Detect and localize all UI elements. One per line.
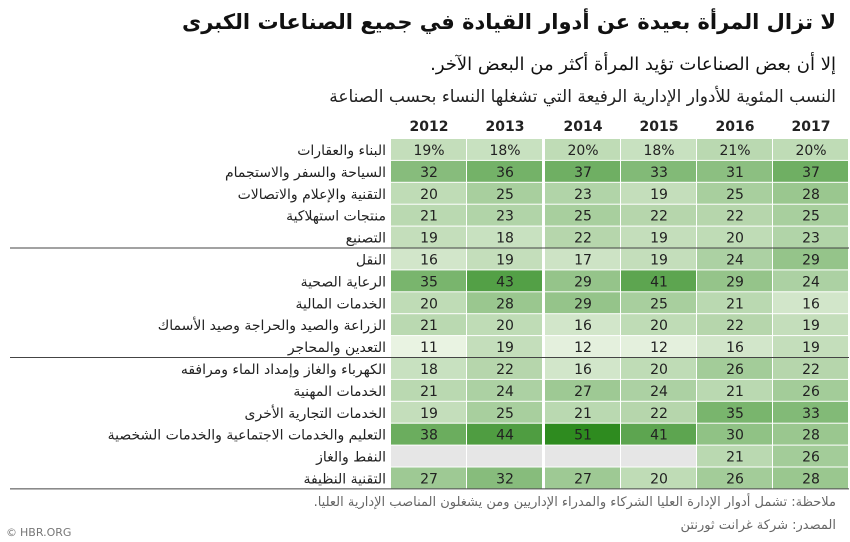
row-label: الكهرباء والغاز وإمداد الماء ومرافقه (180, 361, 386, 378)
cell-value: 28 (802, 471, 820, 488)
brand-label: HBR.ORG (20, 526, 72, 539)
row-label: السياحة والسفر والاستجمام (224, 164, 386, 181)
row-label: الخدمات المالية (295, 296, 386, 313)
row-label: منتجات استهلاكية (286, 208, 386, 225)
cell-value: 19% (413, 142, 445, 159)
cell-value: 38 (420, 427, 438, 444)
year-header: 2013 (485, 119, 525, 135)
row-label: النقل (355, 252, 386, 269)
chart-title-main: لا تزال المرأة بعيدة عن أدوار القيادة في جميع الصناعات الكبرى (181, 10, 836, 34)
cell-value: 12 (650, 340, 668, 357)
year-header: 2012 (409, 119, 449, 135)
row-label: البناء والعقارات (297, 142, 386, 159)
year-header: 2014 (563, 119, 603, 135)
cell-value: 29 (574, 274, 592, 291)
cell-value: 16 (802, 296, 820, 313)
cell-value: 20 (650, 318, 668, 335)
cell-value: 21 (726, 449, 744, 466)
cell-value: 25 (802, 208, 820, 225)
cell-value: 21 (726, 383, 744, 400)
cell-value: 26 (726, 361, 744, 378)
copyright-icon: © (6, 526, 17, 539)
heatmap-cell (467, 446, 542, 467)
cell-value: 20 (650, 471, 668, 488)
cell-value: 22 (802, 361, 820, 378)
chart-subtitle: إلا أن بعض الصناعات تؤيد المرأة أكثر من البعض الآخر. (430, 54, 836, 75)
cell-value: 19 (496, 252, 514, 269)
year-header: 2015 (639, 119, 679, 135)
cell-value: 29 (574, 296, 592, 313)
cell-value: 25 (726, 186, 744, 203)
heatmap-cell (621, 446, 696, 467)
row-label: النفط والغاز (316, 449, 386, 466)
cell-value: 21% (719, 142, 751, 159)
row-label: التعليم والخدمات الاجتماعية والخدمات الشخصية (107, 427, 386, 444)
cell-value: 25 (496, 186, 514, 203)
cell-value: 24 (726, 252, 744, 269)
cell-value: 19 (650, 186, 668, 203)
row-label: الخدمات المهنية (293, 383, 386, 400)
cell-value: 22 (574, 230, 592, 247)
cell-value: 19 (420, 405, 438, 422)
cell-value: 23 (496, 208, 514, 225)
cell-value: 25 (574, 208, 592, 225)
heatmap-cell (545, 446, 620, 467)
cell-value: 23 (574, 186, 592, 203)
chart-description: النسب المئوية للأدوار الإدارية الرفيعة التي تشغلها النساء بحسب الصناعة (329, 87, 836, 107)
cell-value: 24 (802, 274, 820, 291)
cell-value: 21 (726, 296, 744, 313)
cell-value: 25 (650, 296, 668, 313)
cell-value: 28 (496, 296, 514, 313)
cell-value: 16 (574, 318, 592, 335)
cell-value: 20 (650, 361, 668, 378)
cell-value: 19 (802, 318, 820, 335)
cell-value: 32 (420, 164, 438, 181)
row-label: الزراعة والصيد والحراجة وصيد الأسماك (157, 318, 386, 335)
cell-value: 20% (567, 142, 599, 159)
cell-value: 36 (496, 164, 514, 181)
cell-value: 26 (802, 383, 820, 400)
chart-note: ملاحظة: تشمل أدوار الإدارة العليا الشركاء والمدراء الإداريين ومن يشغلون المناصب الإدارية العليا. (313, 495, 836, 510)
cell-value: 22 (650, 208, 668, 225)
cell-value: 19 (496, 340, 514, 357)
cell-value: 26 (802, 449, 820, 466)
cell-value: 33 (650, 164, 668, 181)
row-label: الرعاية الصحية (300, 274, 386, 291)
cell-value: 17 (574, 252, 592, 269)
cell-value: 27 (574, 383, 592, 400)
cell-value: 18 (420, 361, 438, 378)
cell-value: 41 (650, 427, 668, 444)
cell-value: 44 (496, 427, 514, 444)
cell-value: 19 (802, 340, 820, 357)
cell-value: 12 (574, 340, 592, 357)
cell-value: 28 (802, 186, 820, 203)
cell-value: 27 (574, 471, 592, 488)
cell-value: 21 (420, 208, 438, 225)
cell-value: 29 (726, 274, 744, 291)
row-label: التقنية النظيفة (303, 471, 386, 488)
cell-value: 20 (726, 230, 744, 247)
cell-value: 37 (574, 164, 592, 181)
cell-value: 22 (726, 208, 744, 225)
cell-value: 16 (726, 340, 744, 357)
cell-value: 16 (420, 252, 438, 269)
cell-value: 22 (496, 361, 514, 378)
cell-value: 30 (726, 427, 744, 444)
heatmap-cell (391, 446, 466, 467)
cell-value: 43 (496, 274, 514, 291)
cell-value: 27 (420, 471, 438, 488)
cell-value: 31 (726, 164, 744, 181)
cell-value: 41 (650, 274, 668, 291)
cell-value: 24 (496, 383, 514, 400)
cell-value: 22 (650, 405, 668, 422)
cell-value: 37 (802, 164, 820, 181)
cell-value: 35 (420, 274, 438, 291)
cell-value: 29 (802, 252, 820, 269)
chart-source: المصدر: شركة غرانت ثورنتن (680, 518, 836, 533)
cell-value: 20 (496, 318, 514, 335)
cell-value: 19 (650, 230, 668, 247)
cell-value: 51 (574, 427, 592, 444)
cell-value: 18% (643, 142, 675, 159)
cell-value: 24 (650, 383, 668, 400)
cell-value: 32 (496, 471, 514, 488)
row-label: التعدين والمحاجر (287, 340, 386, 357)
cell-value: 18 (496, 230, 514, 247)
cell-value: 19 (650, 252, 668, 269)
cell-value: 28 (802, 427, 820, 444)
cell-value: 35 (726, 405, 744, 422)
cell-value: 22 (726, 318, 744, 335)
cell-value: 18% (489, 142, 521, 159)
cell-value: 16 (574, 361, 592, 378)
year-header: 2016 (715, 119, 755, 135)
cell-value: 21 (420, 383, 438, 400)
cell-value: 33 (802, 405, 820, 422)
year-header: 2017 (791, 119, 831, 135)
cell-value: 11 (420, 340, 438, 357)
cell-value: 21 (420, 318, 438, 335)
cell-value: 25 (496, 405, 514, 422)
cell-value: 26 (726, 471, 744, 488)
row-label: التصنيع (345, 230, 386, 247)
cell-value: 20% (795, 142, 827, 159)
cell-value: 23 (802, 230, 820, 247)
cell-value: 20 (420, 296, 438, 313)
footer-brand (6, 526, 71, 539)
cell-value: 21 (574, 405, 592, 422)
row-label: التقنية والإعلام والاتصالات (237, 186, 386, 203)
row-label: الخدمات التجارية الأخرى (244, 405, 386, 422)
cell-value: 19 (420, 230, 438, 247)
cell-value: 20 (420, 186, 438, 203)
